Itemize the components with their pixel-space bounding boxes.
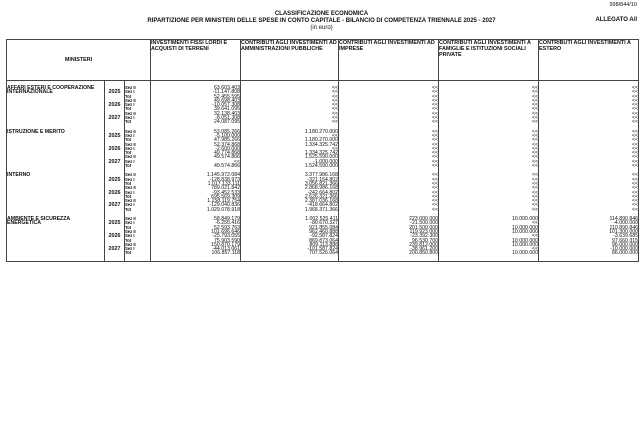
spacer-cell <box>439 256 539 262</box>
value-cell: 1.334.325.742 <box>241 143 339 147</box>
value-cell: << <box>339 191 439 195</box>
value-cell: << <box>241 147 339 151</box>
value-cell: << <box>439 155 539 159</box>
sezione-label: Sez I <box>125 116 151 120</box>
sezione-label: Sez I <box>125 90 151 94</box>
value-cell: << <box>339 186 439 190</box>
value-cell: << <box>539 116 639 120</box>
value-cell: << <box>241 116 339 120</box>
value-cell: 695.569.309 <box>151 195 241 199</box>
sezione-label: Tot <box>125 164 151 168</box>
value-cell: -11.147.808 <box>151 90 241 94</box>
year-label: 2025 <box>105 130 125 143</box>
value-cell: 49.574.866 <box>151 164 241 168</box>
year-label: 2027 <box>105 199 125 212</box>
year-label: 2025 <box>105 173 125 186</box>
value-cell: 53.085.266 <box>151 130 241 134</box>
value-cell: 1.029.078.918 <box>151 208 241 212</box>
year-label: 2027 <box>105 112 125 125</box>
value-cell: << <box>339 182 439 186</box>
value-cell: << <box>439 234 539 238</box>
header-contributi-famiglie: CONTRIBUTI AGLI INVESTIMENTI A FAMIGLIE E ISTITUZIONI SOCIALI PRIVATE <box>439 40 539 81</box>
value-cell: -101.587.824 <box>241 247 339 251</box>
value-cell: 1.525.590.000 <box>241 155 339 159</box>
value-cell: -242.664.802 <box>241 191 339 195</box>
value-cell: << <box>241 103 339 107</box>
sezione-label: Tot <box>125 182 151 186</box>
sezione-label: Tot <box>125 251 151 255</box>
value-cell: 1.968.371.366 <box>241 208 339 212</box>
spacer-cell <box>241 256 339 262</box>
sezione-label: Tot <box>125 239 151 243</box>
value-cell: -418.664.802 <box>241 203 339 207</box>
value-cell: << <box>539 130 639 134</box>
sezione-label: Tot <box>125 195 151 199</box>
value-cell: << <box>539 186 639 190</box>
value-cell: << <box>439 86 539 90</box>
value-cell: -3.639.685 <box>539 234 639 238</box>
value-cell: << <box>241 86 339 90</box>
value-cell: 49.574.866 <box>151 155 241 159</box>
value-cell: << <box>439 112 539 116</box>
value-cell: << <box>439 134 539 138</box>
sezione-label: Sez I <box>125 191 151 195</box>
value-cell: 39.641.095 <box>151 107 241 111</box>
value-cell: << <box>241 134 339 138</box>
value-cell: 10.000.000 <box>439 217 539 221</box>
sezione-label: Sez II <box>125 173 151 177</box>
spacer-cell <box>539 256 639 262</box>
value-cell: << <box>539 155 639 159</box>
value-cell: 2.868.986.168 <box>241 186 339 190</box>
header-ministeri: MINISTERI <box>7 40 151 81</box>
value-cell: 3.377.986.168 <box>241 173 339 177</box>
value-cell: 24.087.095 <box>151 120 241 124</box>
value-cell: << <box>339 199 439 203</box>
ministero-name: AFFARI ESTERI E COOPERAZIONE INTERNAZIONALE <box>7 86 105 125</box>
value-cell: << <box>539 103 639 107</box>
value-cell: 75.903.590 <box>151 239 241 243</box>
value-cell: << <box>339 160 439 164</box>
value-cell: 52.593.763 <box>151 226 241 230</box>
value-cell: << <box>539 138 639 142</box>
header-contributi-estero: CONTRIBUTI AGLI INVESTIMENTI A ESTERO <box>539 40 639 81</box>
value-cell: -44.013.061 <box>151 247 241 251</box>
value-cell: << <box>439 203 539 207</box>
value-cell: << <box>439 182 539 186</box>
year-label: 2026 <box>105 143 125 156</box>
value-cell: 10.000.000 <box>439 251 539 255</box>
value-cell: << <box>439 130 539 134</box>
value-cell: << <box>539 147 639 151</box>
value-cell: -6.255.416 <box>151 221 241 225</box>
value-cell: << <box>539 143 639 147</box>
title-ripartizione: RIPARTIZIONE PER MINISTERI DELLE SPESE IN CONTO CAPITALE - BILANCIO DI COMPETENZA TRIENNALE 2025 - 2027 <box>147 18 496 24</box>
sezione-label: Sez II <box>125 230 151 234</box>
value-cell: << <box>539 173 639 177</box>
value-cell: 1.524.590.000 <box>241 164 339 168</box>
value-cell: 106.857.118 <box>151 251 241 255</box>
value-cell: << <box>539 151 639 155</box>
sezione-label: Sez II <box>125 155 151 159</box>
value-cell: << <box>339 116 439 120</box>
value-cell: 1.145.972.084 <box>151 173 241 177</box>
value-cell: 1.158.119.754 <box>151 199 241 203</box>
value-cell: << <box>439 208 539 212</box>
sezione-label: Sez II <box>125 99 151 103</box>
value-cell: << <box>241 99 339 103</box>
value-cell: 10.000.000 <box>439 243 539 247</box>
value-cell: << <box>439 178 539 182</box>
spacer-cell <box>125 256 151 262</box>
value-cell: 63.603.403 <box>151 86 241 90</box>
value-cell: << <box>339 130 439 134</box>
value-cell: 86.000.000 <box>539 251 639 255</box>
value-cell: -38.961.200 <box>339 247 439 251</box>
value-cell: << <box>339 99 439 103</box>
value-cell: << <box>339 90 439 94</box>
value-cell: 2.387.036.168 <box>241 199 339 203</box>
value-cell: << <box>339 208 439 212</box>
value-cell: << <box>339 164 439 168</box>
value-cell: << <box>439 99 539 103</box>
value-cell: << <box>339 103 439 107</box>
value-cell: << <box>539 195 639 199</box>
value-cell: 809.113.888 <box>241 243 339 247</box>
value-cell: 49.774.868 <box>151 151 241 155</box>
value-cell: << <box>339 120 439 124</box>
value-cell: << <box>439 221 539 225</box>
value-cell: -10.057.308 <box>151 103 241 107</box>
sezione-label: Sez I <box>125 134 151 138</box>
sezione-label: Tot <box>125 138 151 142</box>
value-cell: << <box>439 120 539 124</box>
value-cell: -80.670.327 <box>241 221 339 225</box>
value-cell: << <box>339 86 439 90</box>
ministero-name: ISTRUZIONE E MERITO <box>7 130 105 169</box>
value-cell: 869.873.064 <box>241 239 339 243</box>
value-cell: 789.021.842 <box>151 186 241 190</box>
value-cell: -321.164.802 <box>241 178 339 182</box>
value-cell: << <box>439 116 539 120</box>
ministero-name: AMBIENTE E SICUREZZA ENERGETICA <box>7 217 105 256</box>
value-cell: 114.890.846 <box>539 217 639 221</box>
value-cell: 52.455.595 <box>151 95 241 99</box>
sezione-label: Tot <box>125 120 151 124</box>
value-cell: -128.838.973 <box>151 178 241 182</box>
value-cell: -8.051.308 <box>151 116 241 120</box>
sezione-label: Tot <box>125 226 151 230</box>
value-cell: << <box>339 195 439 199</box>
sezione-label: Tot <box>125 208 151 212</box>
value-cell: 10.000.000 <box>439 230 539 234</box>
value-cell: 32.138.403 <box>151 112 241 116</box>
value-cell: 150.870.179 <box>151 243 241 247</box>
year-label: 2026 <box>105 186 125 199</box>
value-cell: << <box>241 95 339 99</box>
value-cell: 10.000.000 <box>439 239 539 243</box>
value-cell: << <box>539 107 639 111</box>
value-cell: << <box>439 147 539 151</box>
value-cell: << <box>439 95 539 99</box>
header-contributi-amministrazioni: CONTRIBUTI AGLI INVESTIMENTI AD AMMINISTRAZIONI PUBBLICHE <box>241 40 339 81</box>
value-cell: << <box>241 107 339 111</box>
year-label: 2026 <box>105 99 125 112</box>
header-contributi-imprese: CONTRIBUTI AGLI INVESTIMENTI AD IMPRESE <box>339 40 439 81</box>
value-cell: -10.000.000 <box>539 247 639 251</box>
value-cell: << <box>439 138 539 142</box>
value-cell: 707.526.064 <box>241 251 339 255</box>
sezione-label: Sez II <box>125 186 151 190</box>
value-cell: 1.017.133.111 <box>151 182 241 186</box>
value-cell: 239.812.000 <box>339 243 439 247</box>
value-cell: -2.600.000 <box>151 147 241 151</box>
value-cell: << <box>241 120 339 124</box>
sezione-label: Sez I <box>125 247 151 251</box>
spacer-row <box>7 256 639 262</box>
value-cell: 49.698.403 <box>151 99 241 103</box>
value-cell: 97.660.315 <box>539 239 639 243</box>
value-cell: -129.040.836 <box>151 203 241 207</box>
value-cell: << <box>439 164 539 168</box>
sezione-label: Tot <box>125 151 151 155</box>
value-cell: << <box>339 143 439 147</box>
document-code: 998/844/10 <box>609 2 637 8</box>
spese-table <box>6 39 639 262</box>
sezione-label: Sez I <box>125 203 151 207</box>
value-cell: 119.923.000 <box>339 230 439 234</box>
year-label: 2026 <box>105 230 125 243</box>
value-cell: << <box>539 191 639 195</box>
value-cell: << <box>339 151 439 155</box>
sezione-label: Tot <box>125 95 151 99</box>
value-cell: << <box>539 164 639 168</box>
table-body <box>7 81 639 262</box>
sezione-label: Sez I <box>125 178 151 182</box>
value-cell: << <box>539 86 639 90</box>
value-cell: 1.180.270.000 <box>241 138 339 142</box>
value-cell: -93.452.533 <box>151 191 241 195</box>
header-investimenti-fissi: INVESTIMENTI FISSI LORDI E ACQUISTI DI TERRENI <box>151 40 241 81</box>
value-cell: -4.000.000 <box>539 221 639 225</box>
value-cell: 201.500.000 <box>339 226 439 230</box>
value-cell: << <box>439 143 539 147</box>
sezione-label: Sez II <box>125 199 151 203</box>
year-label: 2027 <box>105 243 125 256</box>
spacer-cell <box>105 256 125 262</box>
value-cell: << <box>339 203 439 207</box>
value-cell: << <box>439 151 539 155</box>
value-cell: << <box>339 112 439 116</box>
value-cell: << <box>539 134 639 138</box>
value-cell: << <box>539 178 639 182</box>
value-cell: 223.000.000 <box>339 217 439 221</box>
value-cell: 47.985.266 <box>151 138 241 142</box>
value-cell: << <box>439 191 539 195</box>
year-label: 2027 <box>105 155 125 168</box>
value-cell: 921.855.084 <box>241 226 339 230</box>
value-cell: 962.460.888 <box>241 230 339 234</box>
value-cell: << <box>339 107 439 111</box>
value-cell: << <box>439 199 539 203</box>
value-cell: << <box>339 147 439 151</box>
value-cell: 2.626.321.366 <box>241 195 339 199</box>
value-cell: -21.500.000 <box>339 221 439 225</box>
sezione-label: Sez II <box>125 130 151 134</box>
value-cell: << <box>539 199 639 203</box>
value-cell: << <box>439 160 539 164</box>
value-cell: << <box>439 107 539 111</box>
value-cell: 200.850.800 <box>339 251 439 255</box>
year-label: 2025 <box>105 217 125 230</box>
sezione-label: Sez II <box>125 217 151 221</box>
value-cell: << <box>439 247 539 251</box>
value-cell: << <box>241 90 339 94</box>
year-label: 2025 <box>105 86 125 99</box>
spacer-cell <box>7 256 105 262</box>
sezione-label: Sez II <box>125 86 151 90</box>
value-cell: << <box>339 173 439 177</box>
value-cell: << <box>339 178 439 182</box>
value-cell: 1.180.270.000 <box>241 130 339 134</box>
value-cell: << <box>439 173 539 177</box>
value-cell: << <box>241 112 339 116</box>
value-cell: << <box>539 99 639 103</box>
sezione-label: Tot <box>125 107 151 111</box>
spacer-cell <box>339 256 439 262</box>
value-cell: << <box>339 155 439 159</box>
ministero-name: INTERNO <box>7 173 105 212</box>
value-cell: << <box>539 90 639 94</box>
value-cell: 10.000.000 <box>439 226 539 230</box>
value-cell: << <box>539 160 639 164</box>
value-cell: << <box>439 186 539 190</box>
value-cell: << <box>439 195 539 199</box>
value-cell: -25.793.055 <box>151 234 241 238</box>
value-cell: << <box>339 95 439 99</box>
sezione-label: Sez II <box>125 143 151 147</box>
sezione-label: Sez I <box>125 103 151 107</box>
sezione-label: Sez II <box>125 243 151 247</box>
value-cell: -92.587.824 <box>241 234 339 238</box>
value-cell: -1.000.000 <box>241 160 339 164</box>
header-row <box>7 40 639 81</box>
value-cell: 101.300.000 <box>539 230 639 234</box>
value-cell: << <box>539 203 639 207</box>
value-cell: 101.696.646 <box>151 230 241 234</box>
value-cell: -5.100.000 <box>151 134 241 138</box>
value-cell: 52.374.868 <box>151 143 241 147</box>
value-cell: << <box>539 208 639 212</box>
value-cell: << <box>339 134 439 138</box>
value-cell: << <box>539 112 639 116</box>
value-cell: 96.530.700 <box>339 239 439 243</box>
value-cell: 1.002.525.411 <box>241 217 339 221</box>
value-cell: << <box>539 182 639 186</box>
value-cell: << <box>439 103 539 107</box>
value-cell: << <box>151 160 241 164</box>
value-cell: << <box>339 138 439 142</box>
sezione-label: Sez I <box>125 221 151 225</box>
sezione-label: Sez I <box>125 160 151 164</box>
allegato-label: ALLEGATO A/I <box>595 17 637 23</box>
sezione-label: Sez I <box>125 234 151 238</box>
value-cell: << <box>539 120 639 124</box>
value-cell: 1.334.325.742 <box>241 151 339 155</box>
value-cell: 3.056.821.366 <box>241 182 339 186</box>
value-cell: 96.000.000 <box>539 243 639 247</box>
value-cell: << <box>439 90 539 94</box>
value-cell: -23.392.300 <box>339 234 439 238</box>
value-cell: 58.849.179 <box>151 217 241 221</box>
value-cell: 110.890.846 <box>539 226 639 230</box>
value-cell: << <box>539 95 639 99</box>
sezione-label: Sez II <box>125 112 151 116</box>
spacer-cell <box>151 256 241 262</box>
sezione-label: Sez I <box>125 147 151 151</box>
title-classificazione: CLASSIFICAZIONE ECONOMICA <box>274 11 369 17</box>
title-unit: (in euro) <box>310 25 333 31</box>
